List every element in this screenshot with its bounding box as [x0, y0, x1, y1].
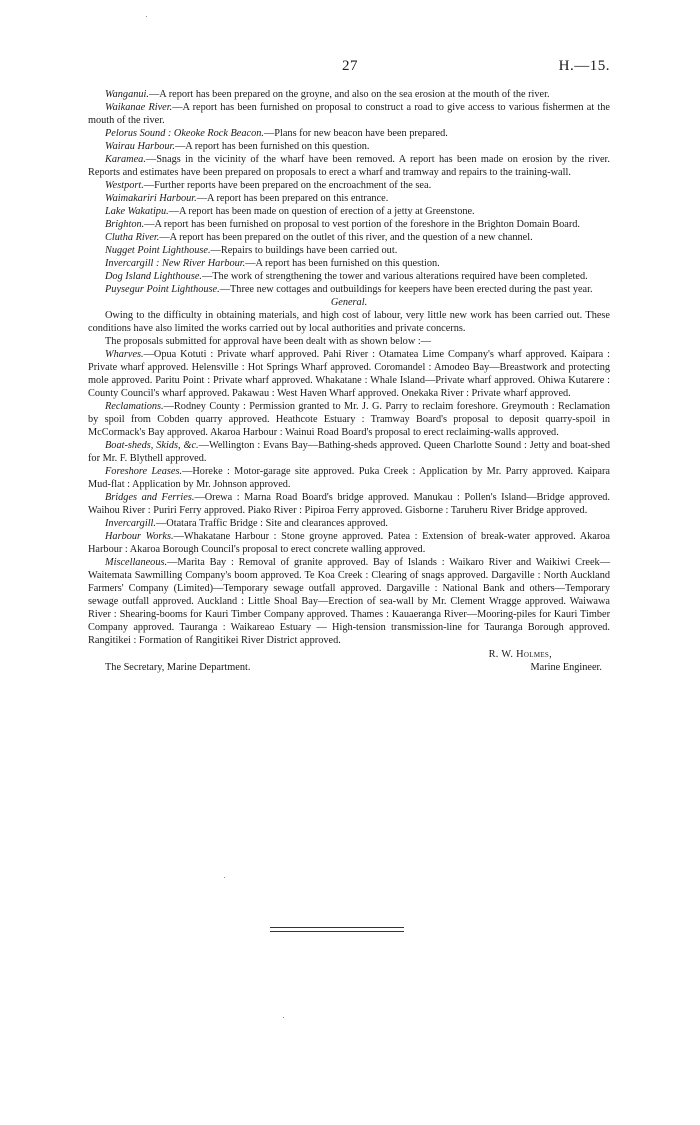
report-paragraph	[88, 127, 610, 140]
paragraph-lead: Westport.	[105, 180, 144, 191]
paragraph-lead: Wanganui.	[105, 89, 149, 100]
report-paragraph	[88, 283, 610, 296]
paragraph-text: —The work of strengthening the tower and various alterations required have been completed.	[201, 271, 588, 282]
closing-rule-bottom	[270, 931, 404, 932]
paragraph-lead: Brighton.	[105, 219, 145, 230]
general-section	[88, 309, 610, 647]
closing-rule-top	[270, 927, 404, 928]
page-number: 27	[342, 58, 358, 74]
report-paragraph	[88, 517, 610, 530]
paragraph-lead: Harbour Works.	[105, 531, 174, 542]
paragraph-text: —A report has been prepared on this entrance.	[196, 193, 389, 204]
paragraph-text: —A report has been prepared on the outlet of this river, and the question of a new channel.	[159, 232, 533, 243]
paragraph-lead: Clutha River.	[105, 232, 160, 243]
paragraph-text: —A report has been furnished on this question.	[175, 141, 370, 152]
paragraph-text: —Repairs to buildings have been carried out.	[210, 245, 398, 256]
paragraph-text: —Three new cottages and outbuildings for keepers have been erected during the past year.	[219, 284, 593, 295]
paragraph-lead: Invercargill : New River Harbour.	[105, 258, 246, 269]
report-paragraph	[88, 218, 610, 231]
paragraph-text: —A report has been furnished on proposal to construct a road to give access to various fishermen at the mouth of the river.	[88, 102, 610, 126]
paragraph-text: —Marita Bay : Removal of granite approved. Bay of Islands : Waikaro River and Waikiwi Creek—Waitemata Sawmilling Company's boom approved. Te Koa Creek : Clearing of snags approved. Dargaville : North Auckland Farmers' Company (Limited)—Temporary sewage outfall approved. Dargaville : National Bank and others—Temporary sewage outfall approved. Auckland : Little Shoal Bay—Erection of sea-wall by Mr. Clement Wragge approved. Waiwawa River : Shearing-booms for Kauri Timber Company approved. Thames : Kauaeranga River—Mooring-piles for Kauri Timber Company approved. Tauranga : Waikareao Estuary — High-tension transmission-line for Tauranga Borough approved. Rangitikei : Formation of Rangitikei River District approved.	[88, 557, 610, 646]
paragraph-lead: Bridges and Ferries.	[105, 492, 195, 503]
paragraph-lead: Wharves.	[105, 349, 144, 360]
report-paragraph	[88, 140, 610, 153]
general-heading: General.	[330, 297, 368, 308]
signature-block	[88, 648, 610, 678]
report-paragraph	[88, 439, 610, 465]
document-reference: H.—15.	[558, 58, 610, 74]
paragraph-lead: Nugget Point Lighthouse.	[105, 245, 211, 256]
report-paragraph	[88, 270, 610, 283]
paragraph-lead: Invercargill.	[105, 518, 156, 529]
report-paragraph	[88, 101, 610, 127]
paragraph-lead: Foreshore Leases.	[105, 466, 183, 477]
port-reports-section	[88, 88, 610, 296]
report-paragraph	[88, 179, 610, 192]
report-body	[88, 88, 610, 678]
paragraph-text: —Further reports have been prepared on the encroachment of the sea.	[143, 180, 432, 191]
report-paragraph	[88, 530, 610, 556]
paragraph-lead: Wairau Harbour.	[105, 141, 175, 152]
report-paragraph	[88, 309, 610, 335]
paragraph-lead: Dog Island Lighthouse.	[105, 271, 202, 282]
paragraph-lead: Waimakariri Harbour.	[105, 193, 197, 204]
report-paragraph	[88, 231, 610, 244]
scan-speck	[224, 877, 225, 878]
paragraph-text: —A report has been furnished on proposal to vest portion of the foreshore in the Brighton Domain Board.	[144, 219, 580, 230]
paragraph-text: —Opua Kotuti : Private wharf approved. Pahi River : Otamatea Lime Company's wharf approved. Kaipara : Private wharf approved. Helensville : Hot Springs Wharf approved. Coromandel : Amodeo Bay—Breastwork and protecting mole approved. Paritu Point : Private wharf approved. Whakatane : Whale Island—Private wharf approved. Ohiwa Kutarere : County Council's wharf approved. Pakawau : West Haven Wharf approved. Onekaka River : Private wharf approved.	[88, 349, 610, 399]
report-paragraph	[88, 348, 610, 400]
scan-speck	[146, 16, 147, 17]
paragraph-text: —Wellington : Evans Bay—Bathing-sheds approved. Queen Charlotte Sound : Jetty and boat-shed for Mr. F. Blythell approved.	[88, 440, 610, 464]
paragraph-text: —A report has been furnished on this question.	[245, 258, 440, 269]
report-paragraph	[88, 153, 610, 179]
paragraph-text: —Otatara Traffic Bridge : Site and clearances approved.	[156, 518, 388, 529]
paragraph-lead: Miscellaneous.	[105, 557, 168, 568]
signatory-name: R. W. Holmes,	[488, 649, 552, 660]
report-paragraph	[88, 88, 610, 101]
signatory-title: Marine Engineer.	[530, 662, 602, 673]
paragraph-text: —Rodney County : Permission granted to Mr. J. G. Parry to reclaim foreshore. Greymouth : Reclamation by spoil from Cobden quarry approved. Heathcote Estuary : Tramway Board's proposal to deposit quarry-spoil in McCormack's Bay approved. Akaroa Harbour : Wainui Road Board's proposal to erect reclaiming-walls approved.	[88, 401, 610, 438]
paragraph-lead: Pelorus Sound : Okeoke Rock Beacon.	[105, 128, 264, 139]
report-paragraph	[88, 205, 610, 218]
report-paragraph	[88, 491, 610, 517]
report-paragraph	[88, 257, 610, 270]
paragraph-lead: Puysegur Point Lighthouse.	[105, 284, 220, 295]
paragraph-text: —Snags in the vicinity of the wharf have been removed. A report has been made on erosion by the river. Reports and estimates have been prepared on proposals to erect a wharf and tramway and repairs to the training-wall.	[88, 154, 610, 178]
paragraph-text: —Plans for new beacon have been prepared.	[263, 128, 448, 139]
paragraph-lead: Karamea.	[105, 154, 146, 165]
paragraph-text: —A report has been prepared on the groyne, and also on the sea erosion at the mouth of the river.	[148, 89, 550, 100]
report-paragraph	[88, 244, 610, 257]
paragraph-text: The proposals submitted for approval have been dealt with as shown below :—	[105, 336, 431, 347]
paragraph-lead: Boat-sheds, Skids, &c.	[105, 440, 199, 451]
paragraph-text: —Orewa : Marna Road Board's bridge approved. Manukau : Pollen's Island—Bridge approved. Waihou River : Puriri Ferry approved. Piako River : Pipiroa Ferry approved. Gisborne : Taruheru River Bridge approved.	[88, 492, 611, 516]
paragraph-text: —A report has been made on question of erection of a jetty at Greenstone.	[168, 206, 475, 217]
paragraph-text: Owing to the difficulty in obtaining materials, and high cost of labour, very little new work has been carried out. These conditions have also limited the works carried out by local authorities and private concerns.	[88, 310, 610, 334]
paragraph-lead: Waikanae River.	[105, 102, 173, 113]
paragraph-text: —Horeke : Motor-garage site approved. Puka Creek : Application by Mr. Parry approved. Kaipara Mud-flat : Application by Mr. Johnson approved.	[88, 466, 610, 490]
scan-speck	[283, 1017, 284, 1018]
addressee: The Secretary, Marine Department.	[105, 662, 251, 673]
report-paragraph	[88, 556, 610, 647]
report-paragraph	[88, 335, 610, 348]
paragraph-text: —Whakatane Harbour : Stone groyne approved. Patea : Extension of break-water approved. Akaroa Harbour : Akaroa Borough Council's proposal to erect concrete walling approved.	[88, 531, 610, 555]
paragraph-lead: Reclamations.	[105, 401, 164, 412]
report-paragraph	[88, 400, 610, 439]
report-paragraph	[88, 192, 610, 205]
paragraph-lead: Lake Wakatipu.	[105, 206, 169, 217]
report-paragraph	[88, 465, 610, 491]
